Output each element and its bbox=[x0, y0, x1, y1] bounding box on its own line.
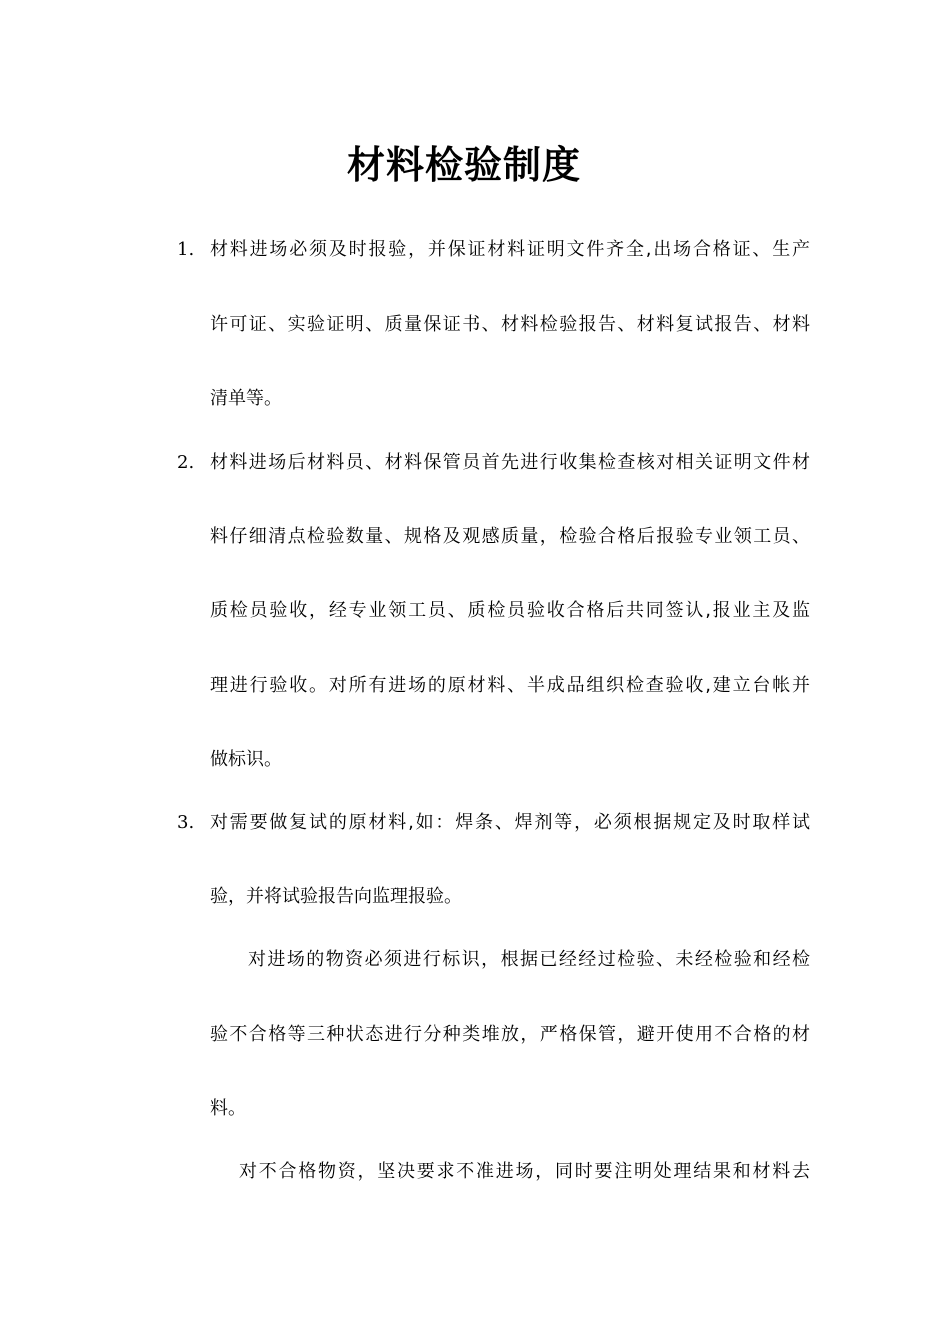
paragraph-text-line: 料。 bbox=[210, 1098, 246, 1119]
item-number: 2. bbox=[177, 452, 195, 473]
item-text-line: 对需要做复试的原材料,如：焊条、焊剂等，必须根据规定及时取样试 bbox=[210, 812, 810, 833]
item-number: 3. bbox=[177, 812, 195, 833]
item-text-line: 理进行验收。对所有进场的原材料、半成品组织检查验收,建立台帐并 bbox=[210, 675, 810, 696]
document-title: 材料检验制度 bbox=[346, 143, 581, 187]
item-text-line: 质检员验收，经专业领工员、质检员验收合格后共同签认,报业主及监 bbox=[210, 600, 810, 621]
item-text-line: 许可证、实验证明、质量保证书、材料检验报告、材料复试报告、材料 bbox=[210, 314, 810, 335]
item-text-line: 材料进场必须及时报验，并保证材料证明文件齐全,出场合格证、生产 bbox=[210, 239, 810, 260]
item-text-line: 材料进场后材料员、材料保管员首先进行收集检查核对相关证明文件材 bbox=[210, 452, 810, 473]
item-text-line: 验，并将试验报告向监理报验。 bbox=[210, 886, 462, 907]
paragraph-text-line: 对不合格物资，坚决要求不准进场，同时要注明处理结果和材料去 bbox=[239, 1161, 810, 1182]
paragraph-text-line: 对进场的物资必须进行标识，根据已经经过检验、未经检验和经检 bbox=[248, 949, 810, 970]
item-number: 1. bbox=[177, 239, 195, 260]
item-text-line: 做标识。 bbox=[210, 749, 282, 770]
paragraph-text-line: 验不合格等三种状态进行分种类堆放，严格保管，避开使用不合格的材 bbox=[210, 1024, 810, 1045]
item-text-line: 清单等。 bbox=[210, 388, 282, 409]
item-text-line: 料仔细清点检验数量、规格及观感质量，检验合格后报验专业领工员、 bbox=[210, 526, 810, 547]
